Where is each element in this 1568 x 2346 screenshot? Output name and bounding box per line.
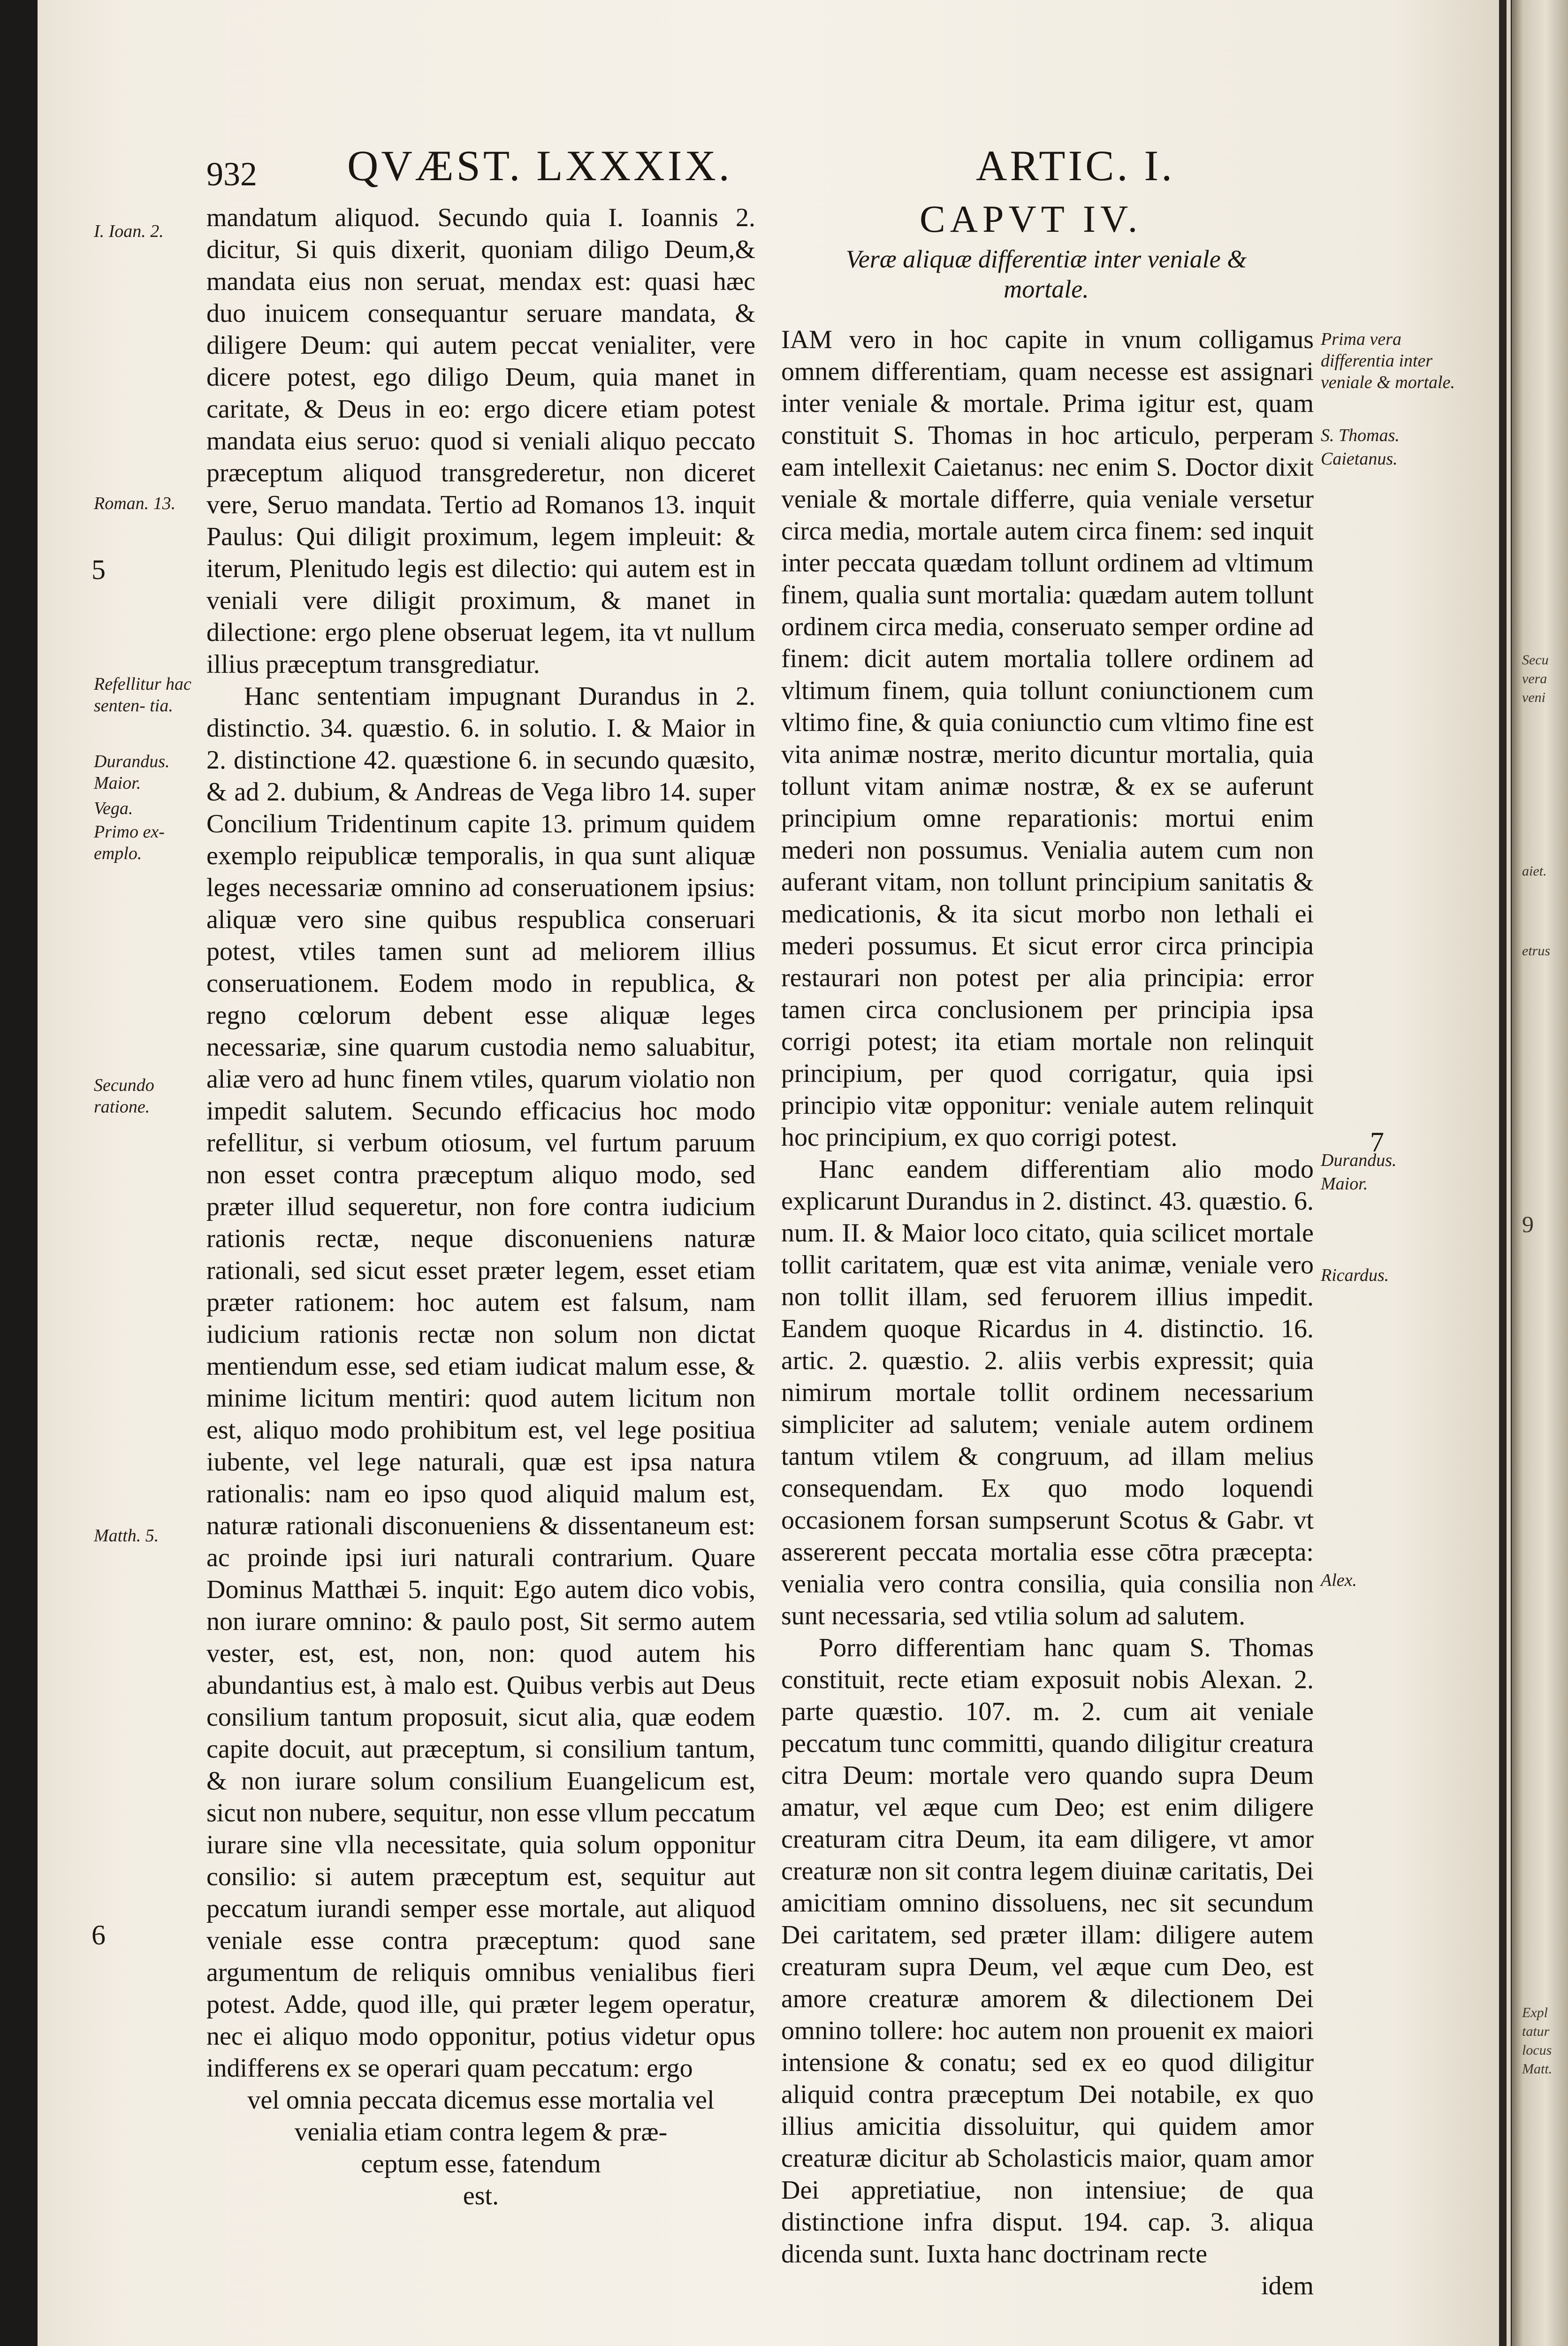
margin-note-left: I. Ioan. 2. <box>94 221 164 241</box>
catchword: idem <box>1261 2271 1314 2300</box>
section-number: 6 <box>91 1919 106 1950</box>
facing-fragment: Secu <box>1522 652 1549 668</box>
gutter-shadow <box>1499 0 1507 2346</box>
margin-note-left: Matth. 5. <box>94 1526 159 1546</box>
facing-fragment: vera <box>1522 671 1547 686</box>
margin-note-left: Refellitur hac senten- tia. <box>94 674 191 716</box>
paragraph: IAM vero in hoc capite in vnum colligamus omnem differentiam, quam necesse est assignari inter veniale & mortale. Prima igitur est, quam constituit S. Thomas in hoc articulo, perperam eam intellexit Caietanus: nec enim S. Doctor dixit veniale & mortale differre, quia veniale versetur circa media, mortale autem circa finem: sed inquit inter peccata quædam tollunt ordinem ad vltimum finem, qualia sunt mortalia: quædam autem tollunt ordinem circa media, conseruato semper ordine ad finem: dicit autem mortalia tollere ordinem ad vltimum finem, quia tollunt coniunctionem cum vltimo fine, & quia coniunctio cum vltimo fine est vita animæ nostræ, merito dicuntur mortalia, quia tollunt vitam animæ nostræ, & ex se auferunt principium omne reparationis: mortui enim mederi non possumus. Venialia autem cum non auferant vitam, non tollunt principium sanitatis & medicationis, & ita sicut morbo non lethali ei mederi possumus. Et sicut error circa principia restaurari non potest per alia principia: error tamen circa conclusionem per principia ipsa corrigi potest; ita etiam mortale non relinquit principium, per quod corrigatur, quia ipsi principio vitæ opponitur: veniale autem relinquit hoc principium, ex quo corrigi potest. <box>781 325 1314 1152</box>
margin-note-right: Prima vera differentia inter veniale & mortale. <box>1321 329 1455 392</box>
closing-line: vel omnia peccata dicemus esse mortalia vel <box>247 2086 715 2115</box>
left-column <box>206 202 755 2212</box>
facing-fragment: aiet. <box>1522 863 1547 879</box>
margin-note-right: Caietanus. <box>1321 449 1398 469</box>
paragraph: Hanc eandem differentiam alio modo explicarunt Durandus in 2. distinct. 43. quæstio. 6. num. II. & Maior loco citato, quia scilicet mortale tollit caritatem, quæ est vita animæ, veniale vero non tollit illam, sed feruorem illius impedit. Eandem quoque Ricardus in 4. distinctio. 16. artic. 2. quæstio. 2. aliis verbis expressit; quia nimirum mortale tollit ordinem necessarium simpliciter ad salutem; veniale autem ordinem tantum vtilem & congruum, ad illam melius consequendam. Ex quo modo loquendi occasionem forsan sumpserunt Scotus & Gabr. vt assererent peccata mortalia esse cōtra præcepta: venialia vero contra consilia, quia consilia non sunt necessaria, sed vtilia solum ad salutem. <box>781 1155 1314 1630</box>
chapter-heading: CAPVT IV. <box>920 198 1142 240</box>
facing-fragment: etrus <box>1522 943 1550 959</box>
paragraph: Hanc sententiam impugnant Durandus in 2. distinctio. 34. quæstio. 6. in solutio. I. & Maior in 2. distinctione 42. quæstione 6. in secundo quæsito, & ad 2. dubium, & Andreas de Vega libro 14. super Concilium Tridentinum capite 13. primum quidem exemplo reipublicæ temporalis, in qua sunt aliquæ leges necessariæ omnino ad conseruationem ipsius: aliquæ vero sine quibus respublica conseruari potest, vtiles tamen sunt ad meliorem illius conseruationem. Eodem modo in republica, & regno cœlorum debent esse aliquæ leges necessariæ, sine quarum custodia nemo saluabitur, aliæ vero ad hunc finem vtiles, quarum violatio non impedit salutem. Secundo efficacius hoc modo refellitur, si verbum otiosum, vel furtum paruum non esset contra præceptum aliquo modo, sed præter illud sequeretur, non fore contra iudicium rationis rectæ, neque disconueniens naturæ rationali, sed sicut esset præter legem, esset etiam præter rationem: hoc autem est falsum, nam iudicium rationis rectæ non solum non dictat mentiendum esse, sed etiam iudicat malum esse, & minime licitum mentiri: quod autem licitum non est, aliquo modo prohibitum est, vel lege positiua iubente, vel lege naturali, quæ est ipsa natura rationalis: nam eo ipso quod aliquid malum est, naturæ rationali disconueniens & dissentaneum est: ac proinde ipsi iuri naturali contrarium. Quare Dominus Matthæi 5. inquit: Ego autem dico vobis, non iurare omnino: & paulo post, Sit sermo autem vester, est, est, non, non: quod autem his abundantius est, à malo est. Quibus verbis aut Deus consilium tantum proposuit, sicut alia, quæ eodem capite docuit, aut præceptum, si consilium tantum, & non iurare solum consilium Euangelicum est, sicut non nubere, sequitur, non esse vllum peccatum iurare sine vlla necessitate, quia solum opponitur consilio: si autem præceptum est, sequitur aut peccatum iurandi semper esse mortale, aut aliquod veniale esse contra præceptum: quod sane argumentum de reliquis omnibus venialibus fieri potest. Adde, quod ille, qui præter legem operatur, nec ei aliquo modo opponitur, potius videtur opus indifferens ex se operari quam peccatum: ergo <box>206 682 755 2083</box>
margin-note-right: Alex. <box>1321 1570 1357 1590</box>
margin-note-left: Roman. 13. <box>94 494 176 513</box>
margin-note-left: Primo ex- emplo. <box>94 822 165 863</box>
right-column <box>781 324 1314 2302</box>
margin-note-left: Vega. <box>94 799 133 818</box>
facing-fragment: veni <box>1522 690 1545 705</box>
closing-line: venialia etiam contra legem & præ- <box>294 2117 668 2147</box>
closing-line: est. <box>463 2181 499 2210</box>
running-article: ARTIC. I. <box>976 142 1175 190</box>
facing-fragment: Expl tatur locus Matt. <box>1522 2005 1553 2077</box>
closing-line: ceptum esse, fatendum <box>361 2149 601 2178</box>
margin-note-right: Durandus. <box>1321 1150 1397 1170</box>
margin-note-right: S. Thomas. <box>1321 426 1400 445</box>
facing-fragment: 9 <box>1522 1211 1534 1237</box>
section-number: 7 <box>1370 1127 1384 1158</box>
margin-note-right: Ricardus. <box>1321 1265 1389 1285</box>
margin-note-left: Durandus. Maior. <box>94 752 170 793</box>
section-number: 5 <box>91 554 106 585</box>
paragraph: Porro differentiam hanc quam S. Thomas constituit, recte etiam exposuit nobis Alexan. 2. parte quæstio. 107. m. 2. cum ait veniale peccatum tunc committi, quando diligitur creatura citra Deum: mortale vero quando supra Deum amatur, vel æque cum Deo; est enim diligere creaturam citra Deum, ita eam diligere, vt amor creaturæ non sit contra legem diuinæ caritatis, Dei amicitiam omnino dissoluens, nec sit secundum Dei caritatem, sed præter illam: diligere autem creaturam supra Deum, vel æque cum Deo, est amore creaturæ amorem & dilectionem Dei omnino tollere: hoc autem non prouenit ex maiori intensione & conatu; sed ex eo quod diligitur aliquid contra præceptum Dei notabile, ex quo illius amicitia dissoluitur, qui quidem amor creaturæ dicitur ab Scholasticis maior, quam amor Dei appretiatiue, non intensiue; de qua distinctione infra disput. 194. cap. 3. aliqua dicenda sunt. Iuxta hanc doctrinam recte <box>781 1633 1314 2269</box>
page-number: 932 <box>206 155 257 193</box>
facing-page-edge <box>1512 0 1568 2346</box>
margin-note-left: Secundo ratione. <box>94 1075 154 1117</box>
margin-note-right: Maior. <box>1321 1174 1368 1194</box>
paragraph: mandatum aliquod. Secundo quia I. Ioannis 2. dicitur, Si quis dixerit, quoniam diligo Deum,& mandata eius non seruat, mendax est: quasi hæc duo inuicem consequantur seruare mandata, & diligere Deum: qui autem peccat venialiter, vere dicere potest, ego diligo Deum, quia manet in caritate, & Deus in eo: ergo dicere etiam potest mandata eius seruo: quod si veniali aliquo peccato præceptum aliquod transgrederetur, non diceret vere, Seruo mandata. Tertio ad Romanos 13. inquit Paulus: Qui diligit proximum, legem impleuit: & iterum, Plenitudo legis est dilectio: qui autem est in veniali vere diligit proximum, & manet in dilectione: ergo plene obseruat legem, ita vt nullum illius præceptum transgrediatur. <box>206 203 755 679</box>
running-title: QVÆST. LXXXIX. <box>347 142 732 190</box>
chapter-subtitle: Veræ aliquæ differentiæ inter veniale & mortale. <box>845 245 1247 303</box>
